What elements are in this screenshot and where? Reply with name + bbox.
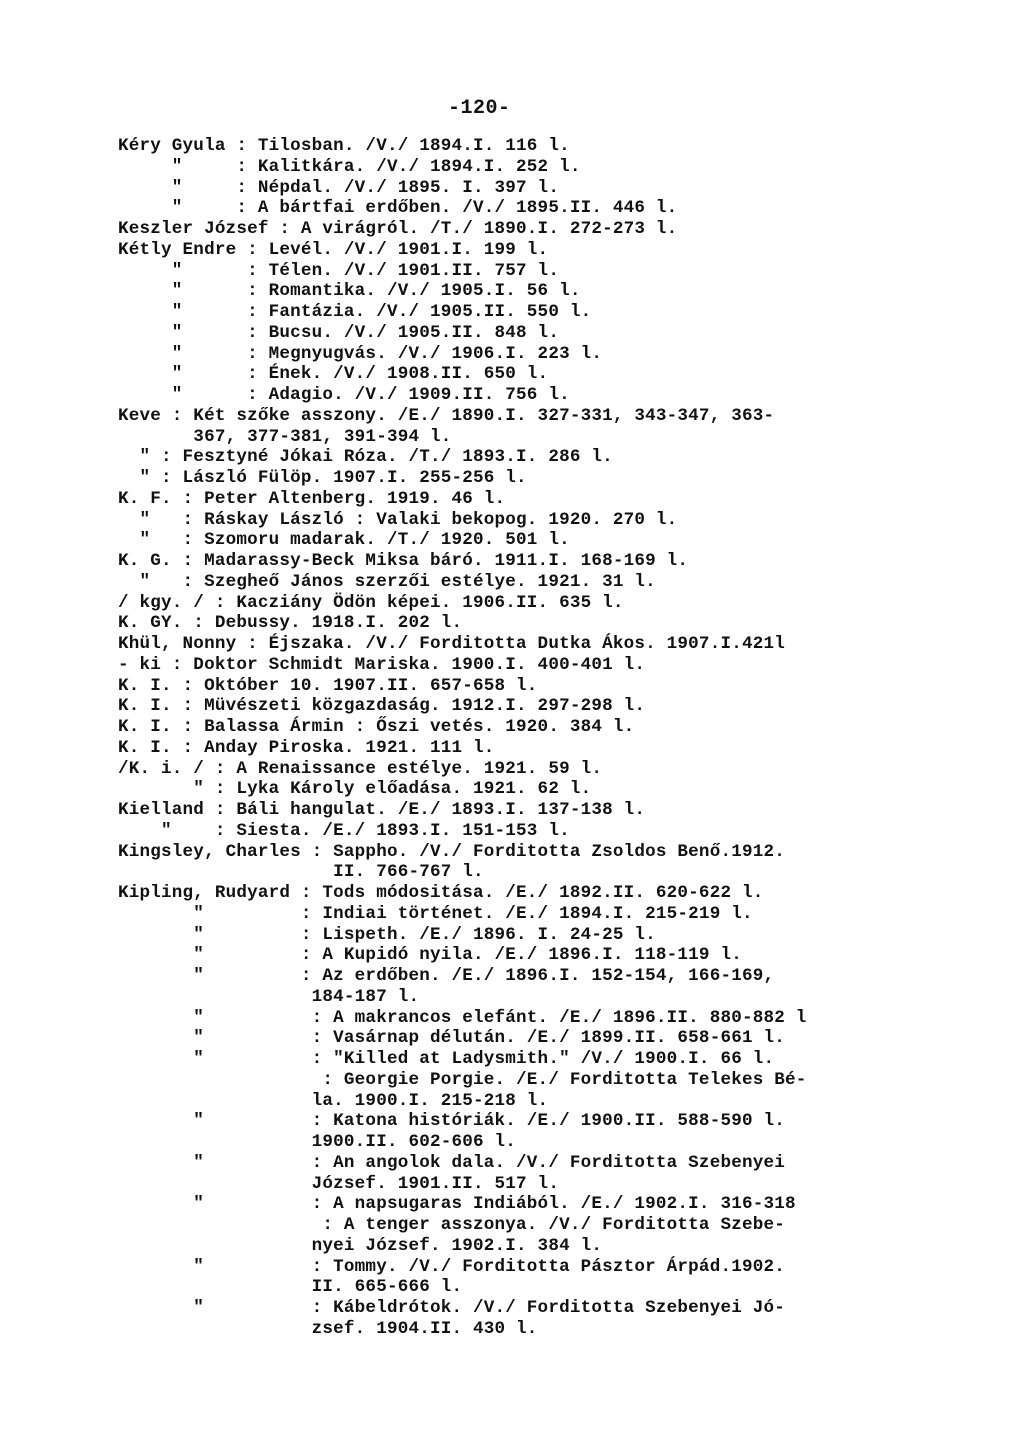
entry-line: " : Ének. /V./ 1908.II. 650 l. [118, 364, 549, 385]
entry-line: / kgy. / : Kacziány Ödön képei. 1906.II. 635 l. [118, 592, 624, 613]
entry-line: " : Szegheő János szerzői estélye. 1921. 31 l. [118, 571, 656, 592]
entry-line: la. 1900.I. 215-218 l. [118, 1090, 549, 1111]
entry-line: " : An angolok dala. /V./ Forditotta Szebenyei [118, 1152, 785, 1173]
entry-line: " : Lispeth. /E./ 1896. I. 24-25 l. [118, 924, 656, 945]
entry-line: " : Bucsu. /V./ 1905.II. 848 l. [118, 322, 560, 343]
entry-line: József. 1901.II. 517 l. [118, 1173, 560, 1194]
entry-line: II. 665-666 l. [118, 1277, 463, 1298]
entry-line: nyei József. 1902.I. 384 l. [118, 1235, 603, 1256]
entry-line: K. I. : Balassa Ármin : Őszi vetés. 1920. 384 l. [118, 717, 635, 737]
entry-line: " : Az erdőben. /E./ 1896.I. 152-154, 166-169, [118, 966, 775, 986]
entry-line: " : Ráskay László : Valaki bekopog. 1920. 270 l. [118, 509, 678, 530]
entry-line: 367, 377-381, 391-394 l. [118, 426, 452, 447]
entry-line: Kétly Endre : Levél. /V./ 1901.I. 199 l. [118, 239, 549, 260]
entry-line: " : Megnyugvás. /V./ 1906.I. 223 l. [118, 343, 603, 364]
entry-line: " : Szomoru madarak. /T./ 1920. 501 l. [118, 530, 570, 551]
entry-line: II. 766-767 l. [118, 862, 484, 883]
entry-line: " : Adagio. /V./ 1909.II. 756 l. [118, 385, 570, 405]
entry-line: /K. i. / : A Renaissance estélye. 1921. 59 l. [118, 758, 603, 779]
entry-line: K. I. : Müvészeti közgazdaság. 1912.I. 297-298 l. [118, 696, 646, 717]
entry-line: K. I. : Anday Piroska. 1921. 111 l. [118, 737, 495, 758]
entry-line: Keszler József : A virágról. /T./ 1890.I. 272-273 l. [118, 219, 678, 239]
entry-line: 184-187 l. [118, 986, 420, 1007]
entry-line: " : Katona históriák. /E./ 1900.II. 588-590 l. [118, 1111, 785, 1132]
entry-line: 1900.II. 602-606 l. [118, 1132, 517, 1152]
entry-line: " : Népdal. /V./ 1895. I. 397 l. [118, 177, 560, 198]
entry-line: : Georgie Porgie. /E./ Forditotta Telekes Bé- [118, 1069, 807, 1090]
entry-line: " : A napsugaras Indiából. /E./ 1902.I. 316-318 [118, 1194, 796, 1215]
entry-line: " : A Kupidó nyila. /E./ 1896.I. 118-119 l. [118, 945, 742, 966]
entry-line: " : Fantázia. /V./ 1905.II. 550 l. [118, 302, 592, 322]
entry-line: Kipling, Rudyard : Tods módositása. /E./ 1892.II. 620-622 l. [118, 883, 764, 903]
entry-line: " : Tommy. /V./ Forditotta Pásztor Árpád.1902. [118, 1256, 785, 1277]
entry-line: " : Romantika. /V./ 1905.I. 56 l. [118, 281, 581, 302]
entry-line: - ki : Doktor Schmidt Mariska. 1900.I. 400-401 l. [118, 654, 646, 675]
entry-line: " : Fesztyné Jókai Róza. /T./ 1893.I. 286 l. [118, 447, 613, 468]
entry-line: K. I. : Október 10. 1907.II. 657-658 l. [118, 675, 538, 696]
entry-line: Kielland : Báli hangulat. /E./ 1893.I. 137-138 l. [118, 800, 646, 820]
entry-line: " : Vasárnap délután. /E./ 1899.II. 658-661 l. [118, 1028, 785, 1049]
entry-line: " : A makrancos elefánt. /E./ 1896.II. 880-882 l [118, 1007, 807, 1028]
entry-line: " : Kábeldrótok. /V./ Forditotta Szebenyei Jó- [118, 1298, 785, 1318]
entry-line: Keve : Két szőke asszony. /E./ 1890.I. 327-331, 343-347, 363- [118, 405, 775, 426]
page-number: -120- [448, 97, 511, 120]
entry-line: " : Lyka Károly előadása. 1921. 62 l. [118, 779, 592, 800]
entry-line: " : A bártfai erdőben. /V./ 1895.II. 446 l. [118, 198, 678, 219]
entry-line: K. F. : Peter Altenberg. 1919. 46 l. [118, 488, 506, 509]
entry-line: K. GY. : Debussy. 1918.I. 202 l. [118, 613, 463, 634]
entry-line: K. G. : Madarassy-Beck Miksa báró. 1911.I. 168-169 l. [118, 551, 689, 571]
entry-line: " : Indiai történet. /E./ 1894.I. 215-219 l. [118, 903, 753, 924]
entry-line: : A tenger asszonya. /V./ Forditotta Szebe- [118, 1215, 785, 1235]
entry-line: " : Télen. /V./ 1901.II. 757 l. [118, 260, 560, 281]
entry-line: " : László Fülöp. 1907.I. 255-256 l. [118, 468, 527, 488]
entry-line: " : Kalitkára. /V./ 1894.I. 252 l. [118, 156, 581, 177]
entry-line: Kingsley, Charles : Sappho. /V./ Forditotta Zsoldos Benő.1912. [118, 841, 785, 862]
index-entries [118, 136, 1008, 1340]
entry-line: Khül, Nonny : Éjszaka. /V./ Forditotta Dutka Ákos. 1907.I.421l [118, 634, 785, 654]
entry-line: zsef. 1904.II. 430 l. [118, 1318, 538, 1339]
entry-line: " : "Killed at Ladysmith." /V./ 1900.I. 66 l. [118, 1049, 775, 1069]
entry-line: " : Siesta. /E./ 1893.I. 151-153 l. [118, 820, 570, 841]
entry-line: Kéry Gyula : Tilosban. /V./ 1894.I. 116 l. [118, 136, 570, 156]
